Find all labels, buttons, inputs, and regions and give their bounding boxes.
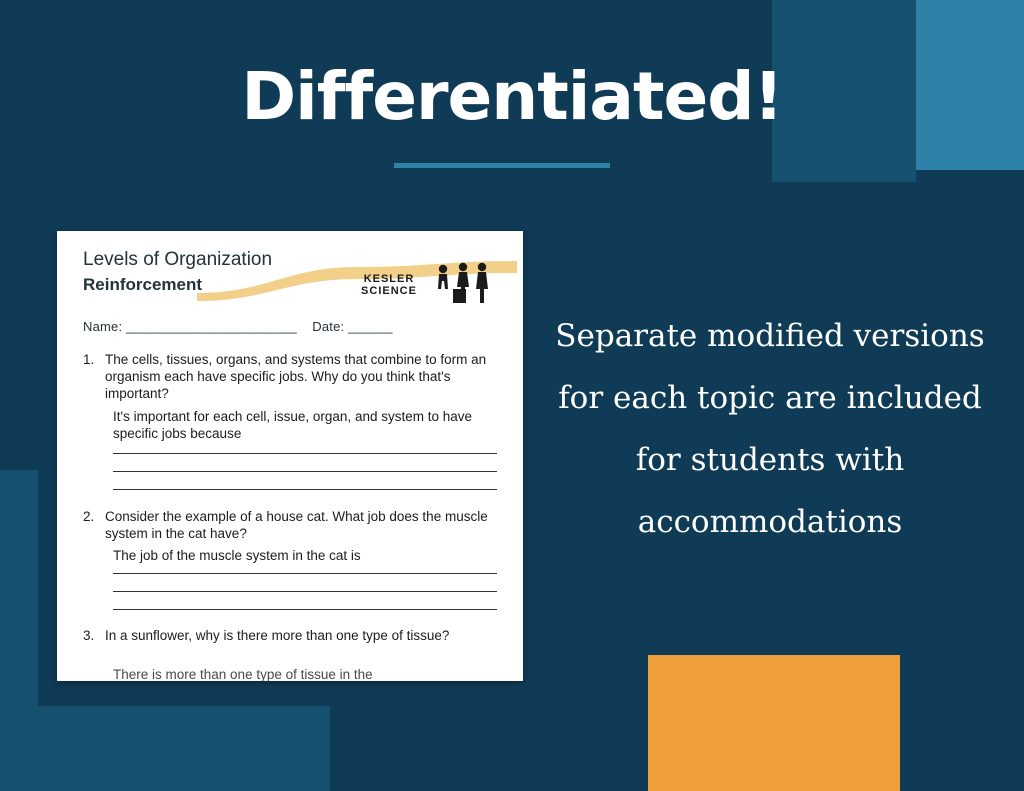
logo-line-2: SCIENCE bbox=[361, 285, 417, 297]
question-2 bbox=[83, 508, 503, 542]
decor-block-left-middle bbox=[0, 470, 38, 706]
question-2-text: Consider the example of a house cat. What job does the muscle system in the cat have? bbox=[105, 509, 488, 541]
title-underline-rule bbox=[394, 163, 610, 168]
name-date-line bbox=[83, 319, 393, 334]
question-2-answer-start: The job of the muscle system in the cat is bbox=[113, 548, 361, 563]
kesler-science-logo bbox=[357, 273, 421, 297]
answer-rule bbox=[113, 453, 497, 454]
answer-rule bbox=[113, 471, 497, 472]
worksheet-header bbox=[57, 231, 523, 307]
date-field-label: Date: ______ bbox=[312, 319, 393, 334]
answer-rule bbox=[113, 609, 497, 610]
question-3-text: In a sunflower, why is there more than one type of tissue? bbox=[105, 628, 450, 643]
question-2-number: 2. bbox=[83, 509, 95, 524]
question-3 bbox=[83, 627, 503, 644]
question-3-answer-start: There is more than one type of tissue in the bbox=[113, 667, 373, 681]
answer-rule bbox=[113, 591, 497, 592]
question-1 bbox=[83, 351, 503, 402]
decor-block-orange bbox=[648, 655, 900, 791]
answer-rule bbox=[113, 573, 497, 574]
description-text: Separate modified versions for each topic are included for students with accommodations bbox=[555, 318, 985, 540]
decor-block-bottom-center bbox=[330, 706, 648, 791]
question-3-number: 3. bbox=[83, 628, 95, 643]
worksheet-subtitle: Reinforcement bbox=[83, 275, 203, 294]
people-illustration-icon bbox=[432, 261, 492, 307]
worksheet-preview-image bbox=[57, 231, 523, 681]
question-1-number: 1. bbox=[83, 352, 95, 367]
decor-block-bottom-left bbox=[0, 706, 330, 791]
page-title: Differentiated! bbox=[241, 58, 783, 135]
logo-line-1: KESLER bbox=[363, 273, 415, 285]
worksheet-title: Levels of Organization bbox=[83, 249, 273, 270]
worksheet-page bbox=[57, 231, 523, 681]
question-1-text: The cells, tissues, organs, and systems that combine to form an organism each have specific jobs. Why do you think that's important? bbox=[105, 352, 487, 401]
answer-rule bbox=[113, 489, 497, 490]
name-field-label: Name: _______________________ bbox=[83, 319, 297, 334]
question-1-answer-start: It's important for each cell, issue, organ, and system to have specific jobs because bbox=[113, 409, 473, 441]
